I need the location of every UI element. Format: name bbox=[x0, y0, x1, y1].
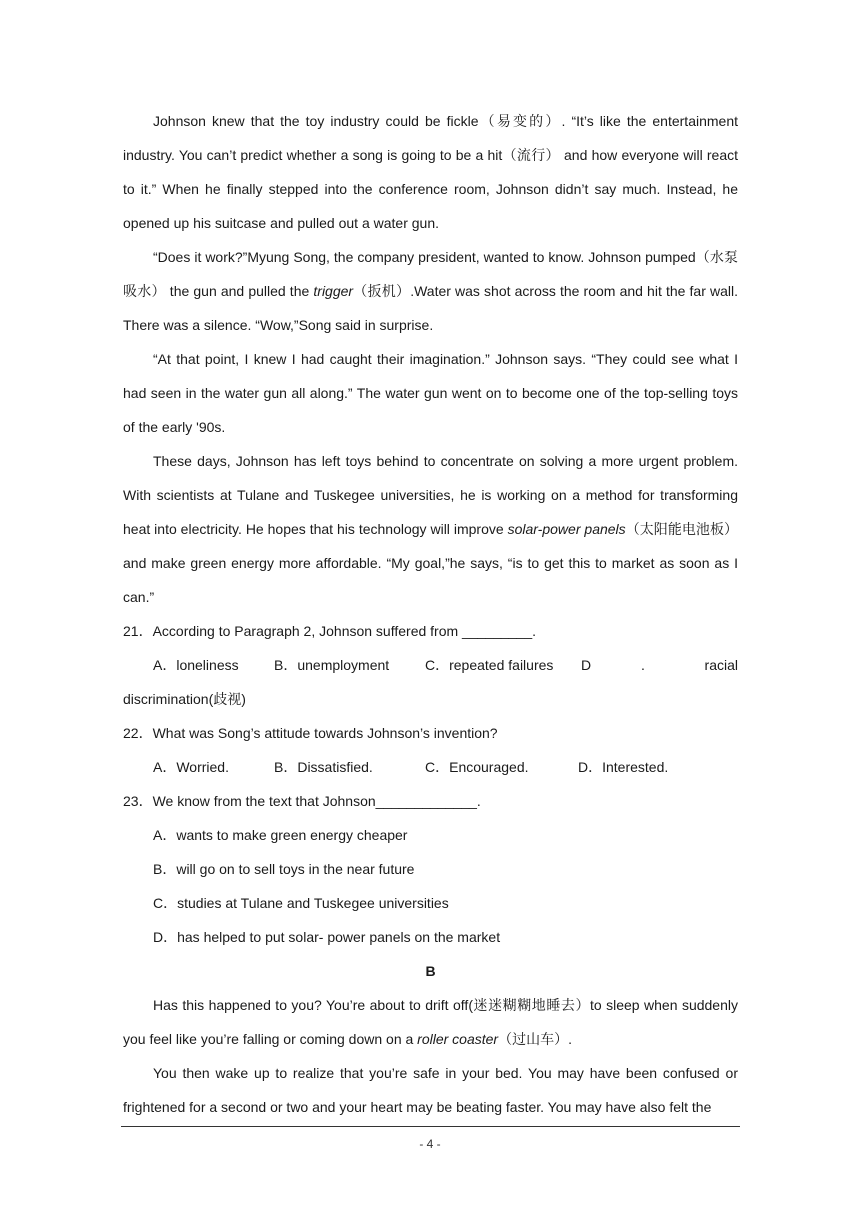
page-number: - 4 - bbox=[419, 1137, 441, 1151]
paragraph-2 bbox=[123, 240, 738, 342]
q21-option-d-continued: discrimination(歧视) bbox=[123, 691, 246, 707]
paragraph-4-text-end: （太阳能电池板） and make green energy more affordable. “My goal,”he says, “is to get this to market as soon as I can.” bbox=[123, 521, 739, 605]
section-b-heading: B bbox=[425, 963, 436, 979]
q23-option-d: D．has helped to put solar- power panels on the market bbox=[153, 929, 501, 945]
q21-option-a: A．loneliness bbox=[153, 657, 239, 673]
section-b-p1-text-start: Has this happened to you? You’re about to drift off(迷迷糊糊地睡去）to sleep when suddenly you feel like you’re falling or coming down on a bbox=[123, 997, 738, 1047]
paragraph-4-italic-term: solar-power panels bbox=[507, 521, 626, 537]
question-22-stem: 22．What was Song’s attitude towards Johnson’s invention? bbox=[123, 725, 498, 741]
paragraph-2-italic-term: trigger bbox=[313, 283, 354, 299]
footer-divider bbox=[121, 1126, 740, 1127]
q23-option-a: A．wants to make green energy cheaper bbox=[153, 827, 408, 843]
q22-option-a: A．Worried. bbox=[153, 759, 229, 775]
section-b-paragraph-2: You then wake up to realize that you’re safe in your bed. You may have been confused or frightened for a second or two and your heart may be beating faster. You may have also felt the bbox=[123, 1065, 738, 1115]
paragraph-4 bbox=[123, 444, 738, 614]
q23-option-b: B．will go on to sell toys in the near future bbox=[153, 861, 415, 877]
section-b-p1-text-end: （过山车）. bbox=[498, 1031, 572, 1047]
q21-option-d-letter: D bbox=[581, 657, 592, 673]
paragraph-2-text-start: “Does it work?”Myung Song, the company president, wanted to know. Johnson pumped（水泵吸水） the gun and pulled the bbox=[123, 249, 738, 299]
q22-option-c: C．Encouraged. bbox=[425, 759, 529, 775]
q22-option-b: B．Dissatisfied. bbox=[274, 759, 373, 775]
q21-option-c: C．repeated failures bbox=[425, 657, 554, 673]
document-body bbox=[123, 104, 738, 1124]
question-21-stem: 21．According to Paragraph 2, Johnson suffered from _________. bbox=[123, 623, 537, 639]
paragraph-3: “At that point, I knew I had caught their imagination.” Johnson says. “They could see what I had seen in the water gun all along.” The water gun went on to become one of the top-selling toys of the early '90s. bbox=[123, 351, 738, 435]
q23-option-c: C．studies at Tulane and Tuskegee universities bbox=[153, 895, 449, 911]
q21-option-d-word: racial bbox=[704, 657, 738, 673]
q22-option-d: D．Interested. bbox=[578, 759, 669, 775]
paragraph-2-text-end: （扳机）.Water was shot across the room and hit the far wall. There was a silence. “Wow,”Song said in surprise. bbox=[123, 283, 738, 333]
paragraph-4-text-start: These days, Johnson has left toys behind to concentrate on solving a more urgent problem. With scientists at Tulane and Tuskegee universities, he is working on a method for transforming heat into electricity. He hopes that his technology will improve bbox=[123, 453, 738, 537]
section-b-p1-italic-term: roller coaster bbox=[417, 1031, 499, 1047]
question-23-stem: 23．We know from the text that Johnson_____________. bbox=[123, 793, 481, 809]
question-22-options bbox=[123, 750, 738, 784]
section-b-paragraph-1 bbox=[123, 988, 738, 1056]
paragraph-1: Johnson knew that the toy industry could be fickle（易变的）. “It’s like the entertainment industry. You can’t predict whether a song is going to be a hit（流行） and how everyone will react to it.” When he finally stepped into the conference room, Johnson didn’t say much. Instead, he opened up his suitcase and pulled out a water gun. bbox=[123, 113, 738, 231]
q21-option-d-dot: . bbox=[641, 657, 645, 673]
q21-option-b: B．unemployment bbox=[274, 657, 390, 673]
question-21-options bbox=[123, 648, 738, 682]
